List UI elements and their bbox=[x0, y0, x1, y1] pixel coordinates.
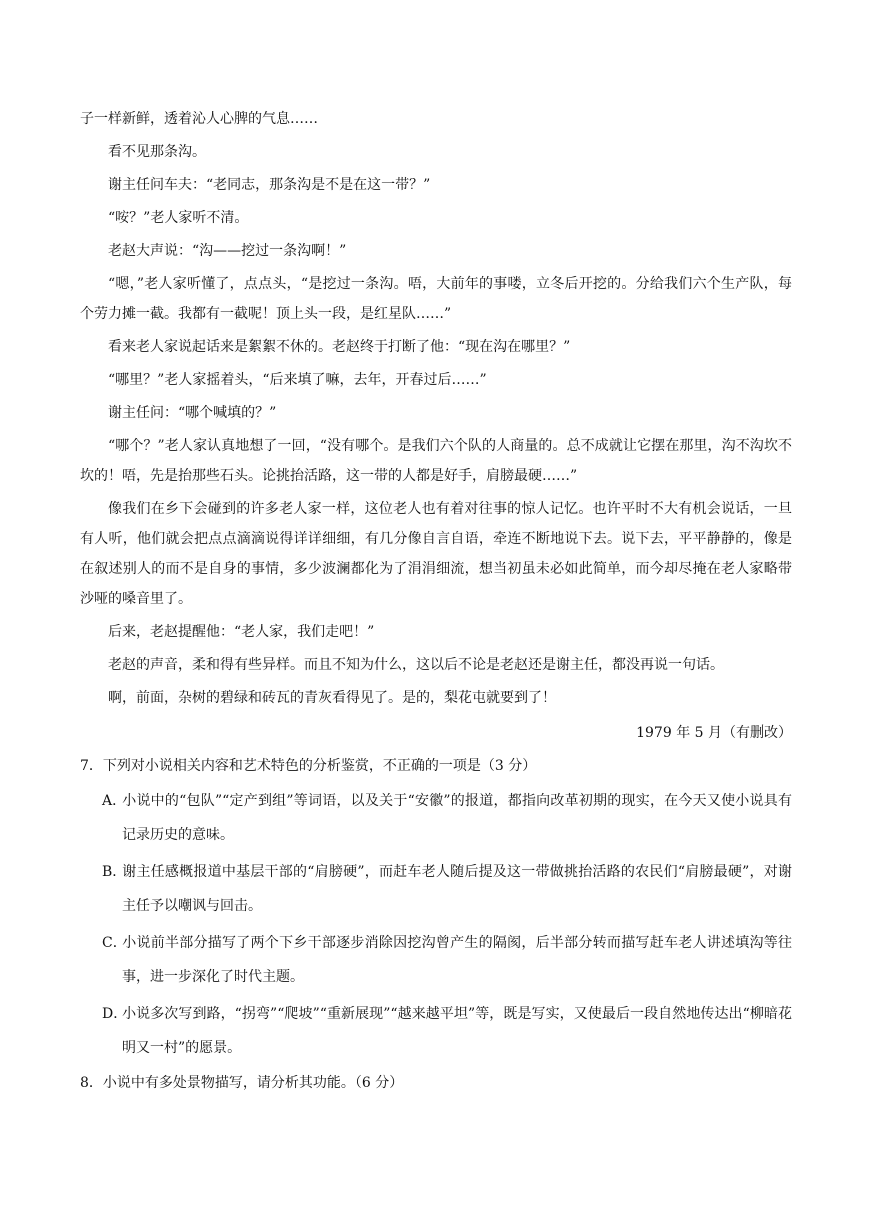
option-text: 小说中的“包队”“定产到组”等词语，以及关于“安徽”的报道，都指向改革初期的现实，在今天又使小说具有记录历史的意味。 bbox=[122, 793, 792, 843]
answer-option bbox=[102, 926, 792, 994]
story-paragraph: 老赵大声说：“沟——挖过一条沟啊！” bbox=[108, 243, 347, 259]
story-paragraph: “哪个？”老人家认真地想了一回，“没有哪个。是我们六个队的人商量的。总不成就让它摆在那里，沟不沟坎不坎的！唔，先是抬那些石头。论挑抬活路，这一带的人都是好手，肩膀最硬……” bbox=[80, 438, 792, 484]
story-paragraph: 子一样新鲜，透着沁人心脾的气息…… bbox=[80, 111, 318, 127]
story-paragraph: 谢主任问车夫：“老同志，那条沟是不是在这一带？” bbox=[108, 177, 431, 193]
story-paragraph: 啊，前面，杂树的碧绿和砖瓦的青灰看得见了。是的，梨花屯就要到了！ bbox=[108, 690, 556, 706]
story-paragraph: 谢主任问：“哪个喊填的？” bbox=[108, 405, 277, 421]
story-date: 1979 年 5 月（有删改） bbox=[636, 725, 792, 741]
story-paragraph: “咹？”老人家听不清。 bbox=[108, 210, 249, 226]
option-text: 小说多次写到路，“拐弯”“爬坡”“重新展现”“越来越平坦”等，既是写实，又使最后一段自然地传达出“柳暗花明又一村”的愿景。 bbox=[122, 1006, 792, 1056]
story-paragraph: “哪里？”老人家摇着头，“后来填了嘛，去年，开春过后……” bbox=[108, 372, 487, 388]
story-paragraph: 看不见那条沟。 bbox=[108, 144, 206, 160]
story-excerpt bbox=[80, 104, 792, 713]
answer-option bbox=[102, 784, 792, 852]
option-letter: B． bbox=[102, 864, 127, 880]
answer-option bbox=[102, 997, 792, 1065]
story-paragraph: 像我们在乡下会碰到的许多老人家一样，这位老人也有着对往事的惊人记忆。也许平时不大有机会说话，一旦有人听，他们就会把点点滴滴说得详详细细，有几分像自言自语，牵连不断地说下去。说下去，平平静静的，像是在叙述别人的而不是自身的事情，多少波澜都化为了涓涓细流，想当初虽未必如此简单，而今却尽掩在老人家略带沙哑的嗓音里了。 bbox=[80, 501, 792, 607]
story-paragraph: 老赵的声音，柔和得有些异样。而且不知为什么，这以后不论是老赵还是谢主任，都没再说一句话。 bbox=[108, 657, 724, 673]
question-stem: 7．下列对小说相关内容和艺术特色的分析鉴赏，不正确的一项是（3 分） bbox=[80, 758, 537, 774]
question-stem: 8．小说中有多处景物描写，请分析其功能。（6 分） bbox=[80, 1075, 404, 1091]
story-paragraph: “嗯，”老人家听懂了，点点头，“是挖过一条沟。唔，大前年的事喽，立冬后开挖的。分给我们六个生产队，每个劳力摊一截。我都有一截呢！顶上头一段，是红星队……” bbox=[80, 276, 792, 322]
story-paragraph: 后来，老赵提醒他：“老人家，我们走吧！” bbox=[108, 624, 375, 640]
option-letter: D． bbox=[102, 1006, 128, 1022]
answer-option bbox=[102, 855, 792, 923]
option-letter: A． bbox=[102, 793, 127, 809]
story-paragraph: 看来老人家说起话来是絮絮不休的。老赵终于打断了他：“现在沟在哪里？” bbox=[108, 339, 571, 355]
option-letter: C． bbox=[102, 935, 127, 951]
question-section bbox=[80, 751, 792, 1098]
option-text: 谢主任感概报道中基层干部的“肩膀硬”，而赶车老人随后提及这一带做挑抬活路的农民们“肩膀最硬”，对谢主任予以嘲讽与回击。 bbox=[122, 864, 792, 914]
document-page bbox=[80, 104, 792, 1098]
option-text: 小说前半部分描写了两个下乡干部逐步消除因挖沟曾产生的隔阂，后半部分转而描写赶车老人讲述填沟等往事，进一步深化了时代主题。 bbox=[122, 935, 792, 985]
